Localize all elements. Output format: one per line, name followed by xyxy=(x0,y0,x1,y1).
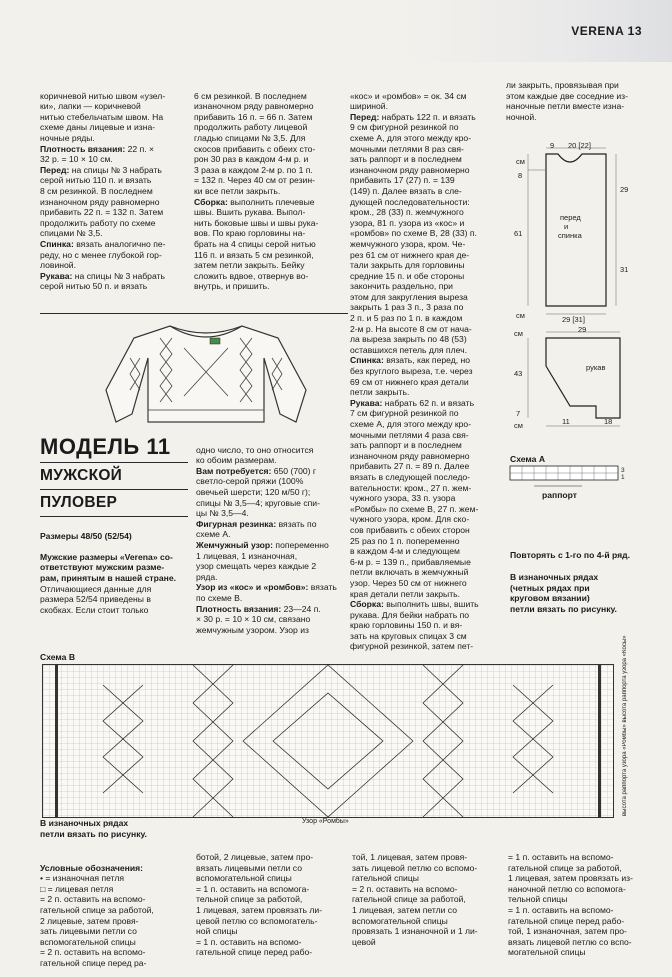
back-label: Спинка: xyxy=(350,355,384,366)
back-label: Спинка: xyxy=(40,238,74,249)
materials-text xyxy=(196,434,346,634)
pearl-label: Жемчужный узор: xyxy=(196,539,274,550)
cm-label: см xyxy=(516,157,525,166)
model-intro xyxy=(40,520,190,632)
sleeves-label: Рукава: xyxy=(40,270,73,281)
text-block: коричневой нитью швом «узел- ки», лапки — коричневой нитью стебельчатым швом. На схеме даны лицевые и изна- ночные ряды. xyxy=(40,90,166,143)
row-label: 3 xyxy=(621,467,625,474)
legend-column-1 xyxy=(40,852,190,974)
rib-text: вязать по схеме А. xyxy=(196,518,317,540)
cable-label: Узор из «кос» и «ромбов»: xyxy=(196,582,309,593)
legend-cable-back-2: = 2 п. оставить на вспомо- гательной спице за работой, 2 лицевые, затем провя- зать лицевыми петли со вспомогательной спицы xyxy=(40,894,154,947)
model-subtitle-1: МУЖСКОЙ xyxy=(40,467,123,484)
text-block: «кос» и «ромбов» = ок. 34 см шириной. xyxy=(350,90,467,112)
dim-label: 9 xyxy=(550,141,555,150)
title-rule xyxy=(40,462,188,463)
legend-knit: □ = лицевая петля xyxy=(40,883,114,894)
scheme-b-title: Схема В xyxy=(40,652,76,662)
density-label: Плотность вязания: xyxy=(196,603,282,614)
rib-label: Фигурная резинка: xyxy=(196,518,277,529)
page-header xyxy=(571,24,642,38)
density-text: 23—24 п. × 30 р. = 10 × 10 см, связано жемчужным узором. Узор из xyxy=(196,603,321,635)
legend-title: Условные обозначения: xyxy=(40,862,143,873)
cm-label: см xyxy=(514,329,523,338)
dim-label: 11 xyxy=(562,417,570,426)
scheme-b-chart xyxy=(42,664,614,818)
dim-label: 29 xyxy=(620,185,629,194)
dim-label: 43 xyxy=(514,369,523,378)
column-3-text xyxy=(350,80,500,652)
density-text: 22 п. × 32 р. = 10 × 10 см. xyxy=(40,143,155,165)
legend-column-4: = 1 п. оставить на вспомо- гательной спице за работой, 1 лицевая, затем провязать из- наночной петлю со вспомога- тельной спицы = 1 п. оставить на вспомо- гательной спице перед рабо- той, 1 изнаночная, затем про- вязать лицевой петлю со вспо- могательной спицы xyxy=(508,852,633,958)
scheme-a-note: В изнаночных рядах (четных рядах при круговом вязании) петли вязать по рисунку. xyxy=(510,572,617,614)
row-label: 1 xyxy=(621,474,625,481)
assembly-text: выполнить швы, вшить рукава. Для бейки набрать по краю горловины 150 п. и вя- зать на круговых спицах 3 см фигурной резинкой, затем пет- xyxy=(350,599,479,652)
assembly-label: Сборка: xyxy=(194,196,228,207)
intro-text: Отличающиеся данные для размера 52/54 приведены в скобках. Если стоит только xyxy=(40,583,152,615)
dim-label: 20 [22] xyxy=(568,141,591,150)
sleeve-schematic xyxy=(508,326,648,430)
legend-column-2: ботой, 2 лицевые, затем про- вязать лицевыми петли со вспомогательной спицы = 1 п. оставить на вспомога- тельной спице за работой, 1 лицевая, затем провязать ли- цевой петлю со вспомогатель- ной спицы = 1 п. оставить на вспомо- гательной спице перед рабо- xyxy=(196,852,323,958)
back-text: вязать аналогично пе- реду, но с менее глубокой гор- ловиной. xyxy=(40,238,166,271)
assembly-text: выполнить плечевые швы. Вшить рукава. Выпол- нить боковые швы и швы рука- вов. По краю горловины на- брать на 4 спицы серой нитью 116 п. и вязать 5 см резинкой, затем петли закрыть. Бейку сложить вдвое, отвернув во- внутрь, и пришить. xyxy=(194,196,319,292)
brand-name: VERENA xyxy=(571,24,624,38)
density-label: Плотность вязания: xyxy=(40,143,126,154)
back-text: вязать, как перед, но без круглого выреза, т.е. через 69 см от нижнего края детали петли закрыть. xyxy=(350,355,473,398)
materials-label: Вам потребуется: xyxy=(196,465,272,476)
sleeves-text: набрать 62 п. и вязать 7 см фигурной резинкой по схеме А, для этого между кро- мочными петлями 4 раза свя- зать раппорт и в последнем изнаночном ряду равномерно прибавить 27 п. = 89 п. Далее вязать в следующей последо- вательности: кром., 27 п. жем- чужного узора, 33 п. узора «Ромбы» по схеме В, 27 п. жем- чужного узора, кром. Для ско- сов прибавить с обеих сторон 25 раз по 1 п. попеременно в каждом 4-м и следующем 6-м р. = 139 п., прибавляемые петли включать в жемчужный узор. Через 50 см от нижнего края детали петли закрыть. xyxy=(350,397,479,599)
dim-label: 31 xyxy=(620,265,629,274)
piece-label: перед и спинка xyxy=(558,213,582,240)
column-4-text: ли закрыть, провязывая при этом каждые две соседние из- наночные петли вместе изна- ночной. xyxy=(506,80,628,122)
sleeves-text: на спицы № 3 набрать серой нитью 50 п. и вязать xyxy=(40,270,165,292)
cm-label: см xyxy=(516,311,525,320)
scheme-b-note: В изнаночных рядах петли вязать по рисунку. xyxy=(40,818,147,839)
column-1-text xyxy=(40,80,188,305)
front-back-schematic xyxy=(508,140,648,322)
materials-text: 650 (700) г светло-серой пряжи (100% овечьей шерсти; 120 м/50 г); спицы № 3,5—4; круговые спи- цы № 3,5—4. xyxy=(196,465,320,519)
intro-bold: Мужские размеры «Verena» со- ответствуют мужским разме- рам, принятым в нашей стране. xyxy=(40,551,177,583)
rhombus-pattern-label: Узор «Ромбы» xyxy=(302,818,349,825)
assembly-label: Сборка: xyxy=(350,599,384,610)
legend-column-3: той, 1 лицевая, затем провя- зать лицевой петлю со вспомо- гательной спицы = 2 п. оставить на вспомо- гательной спице за работой, 1 лицевая, затем петли со вспомогательной спицы провязать 1 изнаночной и 1 ли- цевой xyxy=(352,852,478,947)
front-text: на спицы № 3 набрать серой нитью 110 п. и вязать 8 см резинкой. В последнем изнаночном ряду равномерно прибавить 22 п. = 132 п. Затем продолжить работу по схеме спицами № 3,5. xyxy=(40,164,164,239)
pearl-text: попеременно 1 лицевая, 1 изнаночная, узор смещать через каждые 2 ряда. xyxy=(196,539,329,582)
dim-label: 18 xyxy=(604,417,613,426)
model-title: МОДЕЛЬ 11 xyxy=(40,434,171,459)
section-divider xyxy=(40,313,348,314)
legend-purl: • = изнаночная петля xyxy=(40,873,125,884)
scheme-a-title: Схема А xyxy=(510,454,546,464)
front-label: Перед: xyxy=(40,164,70,175)
cable-text: вязать по схеме В. xyxy=(196,582,337,603)
scheme-b-side-label: высота раппорта узора «Ромбы» высота раппорта узора «Косы» xyxy=(622,635,628,816)
column-2-text xyxy=(194,80,342,305)
sizes-label: Размеры 48/50 (52/54) xyxy=(40,530,132,541)
cm-label: см xyxy=(514,421,523,430)
text-block: одно число, то оно относится ко обоим размерам. xyxy=(196,444,314,466)
legend-cable-front-2: = 2 п. оставить на вспомо- гательной спице перед ра- xyxy=(40,947,147,968)
repeat-note: Повторять с 1-го по 4-й ряд. xyxy=(510,550,631,560)
scheme-b-grid xyxy=(43,665,613,817)
dim-label: 7 xyxy=(516,409,521,418)
title-rule xyxy=(40,489,188,490)
dim-label: 29 xyxy=(578,325,587,334)
sleeves-label: Рукава: xyxy=(350,397,383,408)
front-text: набрать 122 п. и вязать 9 см фигурной резинкой по схеме А, для этого между кро- мочными петлями 8 раз свя- зать раппорт и в последнем изнаночном ряду равномерно прибавить 17 (27) п. = 139 (149) п. Далее вязать в сле- дующей последовательности: кром., 28 (33) п. жемчужного узора, 81 п. узора из «кос» и «ромбов» по схеме В, 28 (33) п. жемчужного узора, кром. Че- рез 61 см от нижнего края де- тали закрыть для горловины средние 15 п. и обе стороны закончить раздельно, при этом для закругления выреза закрыть 1 раз 3 п., 3 раза по 2 п. и 5 раз по 1 п. в каждом 2-м р. На высоте 8 см от нача- ла выреза закрыть по 48 (53) оставшихся петель для плеч. xyxy=(350,111,477,355)
dim-label: 29 [31] xyxy=(562,315,585,324)
piece-label: рукав xyxy=(586,363,606,372)
rapport-label: раппорт xyxy=(542,490,578,500)
sweater-illustration xyxy=(100,318,312,426)
page-number: 13 xyxy=(627,24,642,38)
text-block: 6 см резинкой. В последнем изнаночном ряду равномерно прибавить 16 п. = 66 п. Затем продолжить работу лицевой гладью спицами № 3,5. Для скосов прибавить с обеих сто- рон 30 раз в каждом 4-м р. и 3 раза в каждом 2-м р. по 1 п. = 132 п. Через 40 см от резин- ки все петли закрыть. xyxy=(194,90,316,196)
title-rule xyxy=(40,516,188,517)
front-label: Перед: xyxy=(350,111,380,122)
dim-label: 8 xyxy=(518,171,523,180)
model-subtitle-2: ПУЛОВЕР xyxy=(40,494,118,511)
dim-label: 61 xyxy=(514,229,523,238)
